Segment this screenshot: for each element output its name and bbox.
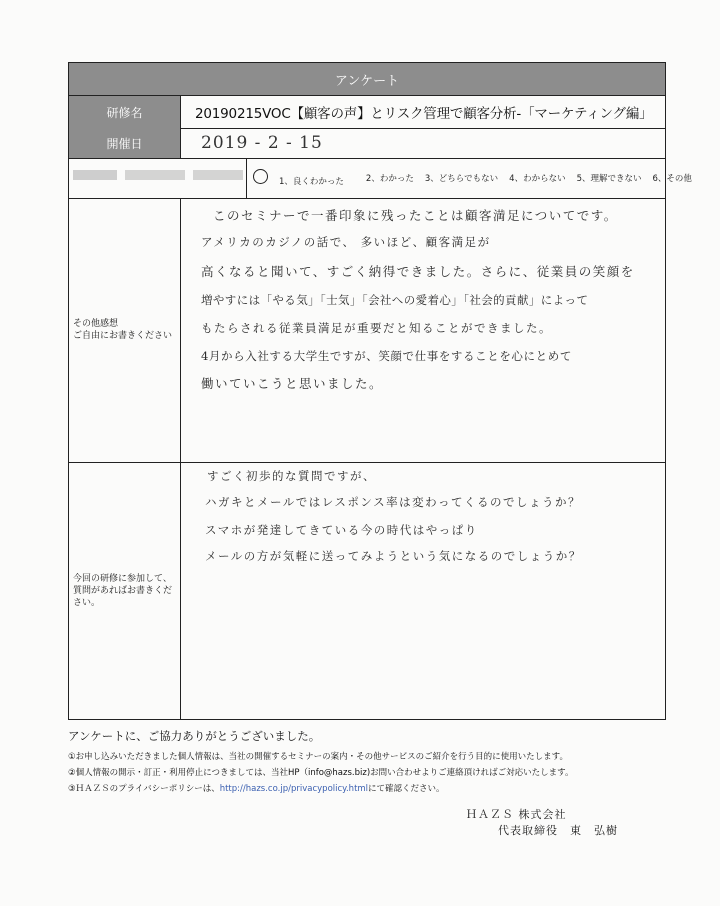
privacy-note-3 [68,782,445,794]
course-label: 研修名 [69,96,181,128]
representative-name: 代表取締役 東 弘樹 [498,824,618,837]
privacy-note-3-suffix: にて確認ください。 [368,784,445,794]
impressions-line: 増やすには「やる気」「士気」「会社への愛着心」「社会的貢献」によって [201,293,589,307]
rating-label-area [69,158,247,198]
questions-handwriting [197,468,667,708]
impressions-handwriting [197,206,667,456]
course-name: 20190215VOC【顧客の声】とリスク管理で顧客分析-「マーケティング編」 [195,106,653,122]
selected-circle-icon [253,169,268,184]
impressions-line: 働いていこうと思いました。 [201,376,384,391]
rating-scale [253,158,692,198]
questions-line: すごく初歩的な質問ですが、 [207,469,376,483]
rating-option-2[interactable]: 2、わかった [365,174,414,184]
form-title: アンケート [68,62,666,96]
rating-option-5[interactable]: 5、理解できない [576,174,642,184]
rating-option-4[interactable]: 4、わからない [509,174,566,184]
impressions-line: アメリカのカジノの話で、 多いほど、顧客満足が [201,235,491,249]
date-label: 開催日 [69,128,181,158]
questions-label: 今回の研修に参加して、 質問があればお書きください。 [69,462,181,720]
rating-option-1[interactable]: 1、良くわかった [253,169,355,187]
impressions-line: 4月から入社する大学生ですが、笑顔で仕事をすることを心にとめて [201,349,572,363]
form-grid [68,96,692,720]
impressions-line: もたらされる従業員満足が重要だと知ることができました。 [201,321,552,335]
smudge [193,170,243,180]
smudge [73,170,117,180]
privacy-note-1: ①お申し込みいただきました個人情報は、当社の開催するセミナーの案内・その他サービスのご紹介を行う目的に使用いたします。 [68,752,568,762]
rating-option-6[interactable]: 6、その他 [652,174,692,184]
questions-line: ハガキとメールではレスポンス率は変わってくるのでしょうか？ [205,495,581,509]
privacy-policy-link[interactable]: http://hazs.co.jp/privacypolicy.html [219,784,369,794]
thanks-text: アンケートに、ご協力ありがとうございました。 [68,729,321,743]
impressions-line: このセミナーで一番印象に残ったことは顧客満足についてです。 [213,208,618,223]
privacy-note-3-prefix: ③ＨＡＺＳのプライバシーポリシーは、 [68,784,220,794]
privacy-note-2: ②個人情報の開示・訂正・利用停止につきましては、当社HP（info@hazs.biz)お問い合わせよりご連絡頂ければご対応いたします。 [68,768,574,778]
date-value: 2019 - 2 - 15 [201,133,323,153]
impressions-label: その他感想 ご自由にお書きください [69,198,181,462]
impressions-line: 高くなると聞いて、すごく納得できました。さらに、従業員の笑顔を [201,264,635,279]
questions-line: スマホが発達してきている今の時代はやっぱり [205,523,478,537]
company-name: ＨＡＺＳ 株式会社 [466,808,567,821]
rating-option-3[interactable]: 3、どちらでもない [424,174,499,184]
questions-line: メールの方が気軽に送ってみようという気になるのでしょうか？ [205,549,582,563]
smudge [125,170,185,180]
